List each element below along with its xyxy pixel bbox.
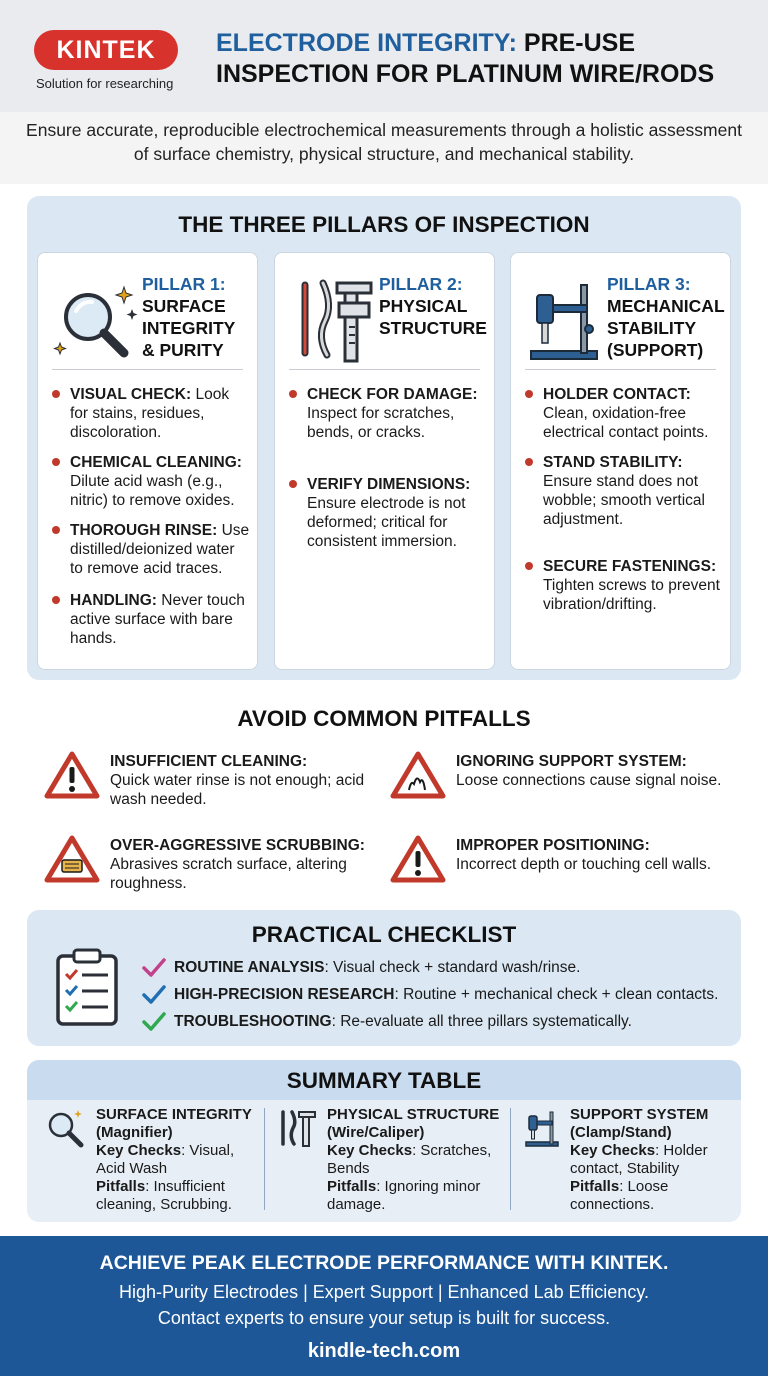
summary-col-subtitle: (Magnifier) [96, 1124, 173, 1141]
pitfall-item [110, 752, 370, 809]
pitfalls-label: Pitfalls [570, 1178, 620, 1195]
check-label: HOLDER CONTACT: [543, 386, 691, 403]
divider [525, 369, 716, 370]
pillar-1-name-line: SURFACE [142, 296, 226, 316]
pillar-1-name-line: INTEGRITY [142, 318, 236, 338]
check-icon [142, 985, 166, 1005]
checklist-item [174, 985, 718, 1005]
pitfall-item [456, 836, 746, 874]
checklist-label: HIGH-PRECISION RESEARCH [174, 986, 395, 1003]
pitfall-text: Abrasives scratch surface, altering roughness. [110, 856, 347, 892]
pitfall-title: IGNORING SUPPORT SYSTEM: [456, 753, 687, 770]
pitfall-item [110, 836, 380, 893]
caliper-icon [289, 275, 381, 367]
pitfalls-label: Pitfalls [96, 1178, 146, 1195]
checklist-text: : Re-evaluate all three pillars systematically. [331, 1013, 632, 1030]
loose-connection-warning-icon [390, 750, 446, 800]
check-text: Ensure electrode is not deformed; critical for consistent immersion. [307, 495, 466, 550]
check-icon [142, 1012, 166, 1032]
divider [52, 369, 243, 370]
pillar-2-title [379, 273, 487, 339]
summary-col-subtitle: (Clamp/Stand) [570, 1124, 672, 1141]
bullet-dot [52, 390, 60, 398]
check-label: CHECK FOR DAMAGE: [307, 386, 478, 403]
checklist-item [174, 958, 580, 978]
title-accent: ELECTRODE INTEGRITY: [216, 29, 517, 57]
key-checks-text: : Holder contact, Stability [570, 1142, 708, 1177]
clamp-stand-icon [525, 275, 617, 367]
key-checks-label: Key Checks [570, 1142, 656, 1159]
check-label: STAND STABILITY: [543, 454, 683, 471]
pitfalls-heading: AVOID COMMON PITFALLS [237, 706, 531, 731]
magnifier-icon [52, 275, 144, 367]
check-label: VISUAL CHECK: [70, 386, 192, 403]
pillar-1-check [50, 591, 251, 648]
website-link[interactable]: kindle-tech.com [307, 1340, 461, 1362]
pitfalls-text: : Insufficient cleaning, Scrubbing. [96, 1178, 232, 1213]
column-divider [264, 1108, 265, 1210]
pitfall-title: INSUFFICIENT CLEANING: [110, 753, 308, 770]
pillar-card-1 [37, 252, 258, 670]
pitfall-title: IMPROPER POSITIONING: [456, 837, 650, 854]
check-text: Use distilled/deionized water to remove acid traces. [70, 522, 250, 577]
check-label: VERIFY DIMENSIONS: [307, 476, 471, 493]
pitfall-text: Incorrect depth or touching cell walls. [456, 856, 712, 873]
check-text: Look for stains, residues, discoloration. [70, 386, 230, 441]
tagline: Solution for researching [36, 76, 174, 91]
check-label: HANDLING: [70, 592, 157, 609]
pillar-1-check [50, 385, 251, 442]
pillar-2-check [287, 475, 488, 551]
page-title [216, 28, 756, 90]
pitfalls-text: : Loose connections. [570, 1178, 669, 1213]
checklist-label: ROUTINE ANALYSIS [174, 959, 325, 976]
column-divider [510, 1108, 511, 1210]
caliper-icon [276, 1106, 320, 1150]
pillar-3-check [523, 453, 724, 529]
pillar-2-check [287, 385, 488, 442]
check-text: Clean, oxidation-free electrical contact points. [543, 405, 709, 441]
bullet-dot [525, 458, 533, 466]
pillars-heading: THE THREE PILLARS OF INSPECTION [178, 212, 590, 237]
checklist-label: TROUBLESHOOTING [174, 1013, 332, 1030]
footer-cta: Contact experts to ensure your setup is built for success. [157, 1308, 611, 1328]
warning-icon [390, 834, 446, 884]
summary-column [570, 1106, 736, 1214]
checklist-text: : Visual check + standard wash/rinse. [324, 959, 581, 976]
pillar-1-check [50, 453, 251, 510]
pillar-2-name-line: STRUCTURE [379, 318, 487, 338]
key-checks-text: : Visual, Acid Wash [96, 1142, 235, 1177]
pillar-3-name-line: (SUPPORT) [607, 340, 704, 360]
summary-column [96, 1106, 266, 1214]
summary-col-title: SUPPORT SYSTEM [570, 1106, 709, 1123]
check-text: Ensure stand does not wobble; smooth vertical adjustment. [543, 473, 705, 528]
logo-text: KINTEK [56, 35, 156, 64]
pillar-3-check [523, 557, 724, 614]
kintek-logo[interactable] [34, 30, 178, 70]
bullet-dot [525, 562, 533, 570]
pillar-2-number: PILLAR 2: [379, 274, 463, 294]
pillar-3-name-line: STABILITY [607, 318, 697, 338]
pillar-1-title [142, 273, 235, 361]
pillar-3-number: PILLAR 3: [607, 274, 691, 294]
warning-icon [44, 750, 100, 800]
check-icon [142, 958, 166, 978]
pillar-1-check [50, 521, 251, 578]
clamp-stand-icon [522, 1106, 566, 1150]
pillar-1-name-line: & PURITY [142, 340, 224, 360]
scrubbing-warning-icon [44, 834, 100, 884]
divider [289, 369, 480, 370]
pitfalls-label: Pitfalls [327, 1178, 377, 1195]
title-rest: PRE-USE INSPECTION FOR PLATINUM WIRE/RODS [216, 29, 715, 88]
checklist-item [174, 1012, 632, 1032]
key-checks-label: Key Checks [96, 1142, 182, 1159]
bullet-dot [289, 480, 297, 488]
checklist-heading: PRACTICAL CHECKLIST [251, 922, 517, 947]
pitfall-text: Loose connections cause signal noise. [456, 772, 722, 789]
pitfall-title: OVER-AGGRESSIVE SCRUBBING: [110, 837, 365, 854]
pillar-card-3 [510, 252, 731, 670]
bullet-dot [52, 526, 60, 534]
intro-text: Ensure accurate, reproducible electrochemical measurements through a holistic assessment of surface chemistry, physical structure, and mechanical stability. [26, 120, 742, 164]
check-label: SECURE FASTENINGS: [543, 558, 717, 575]
clipboard-icon [54, 946, 120, 1028]
pillar-3-title [607, 273, 725, 361]
summary-heading: SUMMARY TABLE [286, 1068, 482, 1093]
check-label: THOROUGH RINSE: [70, 522, 218, 539]
pillar-1-number: PILLAR 1: [142, 274, 226, 294]
footer-benefits: High-Purity Electrodes | Expert Support | Enhanced Lab Efficiency. [119, 1282, 649, 1302]
bullet-dot [52, 596, 60, 604]
summary-col-title: SURFACE INTEGRITY [96, 1106, 252, 1123]
check-text: Inspect for scratches, bends, or cracks. [307, 405, 455, 441]
check-text: Dilute acid wash (e.g., nitric) to remove oxides. [70, 473, 235, 509]
checklist-text: : Routine + mechanical check + clean contacts. [394, 986, 719, 1003]
pitfall-item [456, 752, 746, 790]
check-text: Tighten screws to prevent vibration/drifting. [543, 577, 720, 613]
pillar-2-name-line: PHYSICAL [379, 296, 468, 316]
key-checks-text: : Scratches, Bends [327, 1142, 492, 1177]
summary-col-subtitle: (Wire/Caliper) [327, 1124, 425, 1141]
pillar-3-name-line: MECHANICAL [607, 296, 725, 316]
bullet-dot [52, 458, 60, 466]
pitfall-text: Quick water rinse is not enough; acid wash needed. [110, 772, 365, 808]
pillar-card-2 [274, 252, 495, 670]
pitfalls-text: : Ignoring minor damage. [327, 1178, 481, 1213]
check-text: Never touch active surface with bare hands. [70, 592, 245, 647]
bullet-dot [525, 390, 533, 398]
footer-headline: ACHIEVE PEAK ELECTRODE PERFORMANCE WITH KINTEK. [99, 1252, 669, 1274]
pillar-3-check [523, 385, 724, 442]
key-checks-label: Key Checks [327, 1142, 413, 1159]
check-label: CHEMICAL CLEANING: [70, 454, 242, 471]
bullet-dot [289, 390, 297, 398]
magnifier-icon [44, 1106, 88, 1150]
footer-banner [0, 1236, 768, 1376]
summary-col-title: PHYSICAL STRUCTURE [327, 1106, 500, 1123]
summary-column [327, 1106, 507, 1214]
